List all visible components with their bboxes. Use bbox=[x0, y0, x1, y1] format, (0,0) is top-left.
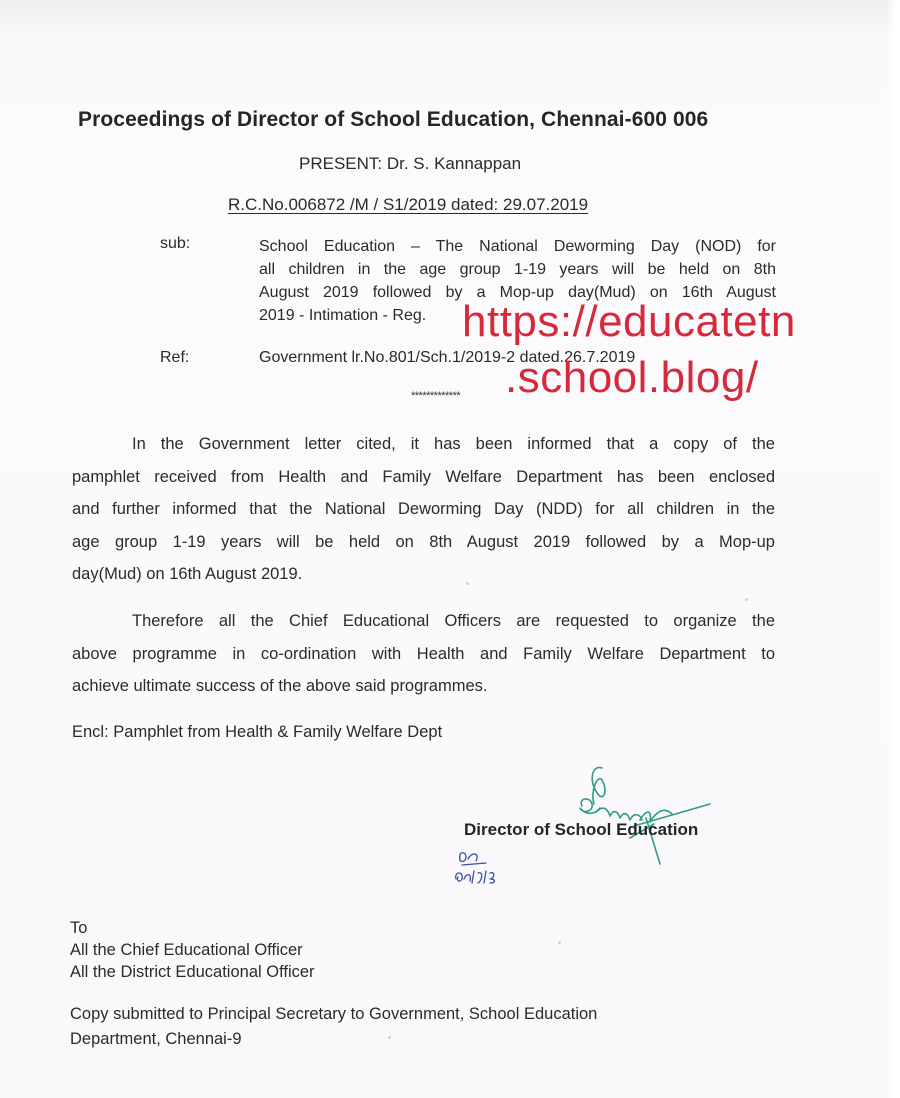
subject-line: 2019 - Intimation - Reg. bbox=[259, 307, 427, 324]
paragraph-line: day(Mud) on 16th August 2019. bbox=[72, 565, 303, 584]
copy-line: Department, Chennai-9 bbox=[70, 1030, 242, 1048]
reference-text: Government lr.No.801/Sch.1/2019-2 dated.26.7.2019 bbox=[259, 349, 636, 366]
subject-line: August 2019 followed by a Mop-up day(Mud) on 16th August bbox=[259, 284, 776, 301]
body-paragraph-1 bbox=[72, 428, 775, 591]
scan-speck bbox=[466, 582, 469, 585]
paragraph-line: Therefore all the Chief Educational Officers are requested to organize the bbox=[132, 612, 775, 630]
paragraph-line: In the Government letter cited, it has been informed that a copy of the bbox=[132, 435, 775, 453]
signatory-title: Director of School Education bbox=[464, 820, 699, 839]
subject-label: sub: bbox=[160, 235, 191, 252]
reference-number: R.C.No.006872 /M / S1/2019 dated: 29.07.2019 bbox=[228, 195, 589, 214]
recipients-block bbox=[70, 917, 315, 983]
separator-stars: ************* bbox=[411, 390, 461, 402]
paragraph-line: age group 1-19 years will be held on 8th August 2019 followed by a Mop-up bbox=[72, 532, 775, 551]
to-label: To bbox=[70, 919, 88, 937]
subject-line: School Education – The National Deworming Day (NOD) for bbox=[259, 238, 776, 255]
scan-speck bbox=[388, 1036, 391, 1039]
recipient: All the District Educational Officer bbox=[70, 963, 315, 981]
present-line: PRESENT: Dr. S. Kannappan bbox=[299, 154, 522, 173]
reference-label: Ref: bbox=[160, 349, 190, 366]
watermark-url-line-1[interactable]: https://educatetn bbox=[462, 297, 796, 346]
watermark-url-line-2[interactable]: .school.blog/ bbox=[505, 353, 759, 402]
page-edge bbox=[886, 0, 900, 1098]
copy-line: Copy submitted to Principal Secretary to Government, School Education bbox=[70, 1005, 598, 1023]
scan-speck bbox=[745, 598, 748, 601]
copy-submitted-block bbox=[70, 1002, 597, 1052]
paragraph-line: and further informed that the National Deworming Day (NDD) for all children in the bbox=[72, 500, 775, 519]
paragraph-line: pamphlet received from Health and Family Welfare Department has been enclosed bbox=[72, 467, 775, 486]
signature-icon bbox=[560, 760, 720, 870]
body-paragraph-2 bbox=[72, 605, 775, 703]
scan-speck bbox=[558, 941, 561, 944]
paragraph-line: above programme in co-ordination with Health and Family Welfare Department to bbox=[72, 644, 775, 663]
document-title: Proceedings of Director of School Education, Chennai-600 006 bbox=[78, 108, 709, 131]
paragraph-line: achieve ultimate success of the above said programmes. bbox=[72, 677, 488, 696]
recipient: All the Chief Educational Officer bbox=[70, 941, 303, 959]
subject-line: all children in the age group 1-19 years will be held on 8th bbox=[259, 261, 776, 278]
enclosure-note: Encl: Pamphlet from Health & Family Welfare Dept bbox=[72, 723, 443, 741]
handwritten-initials-icon bbox=[450, 845, 540, 890]
